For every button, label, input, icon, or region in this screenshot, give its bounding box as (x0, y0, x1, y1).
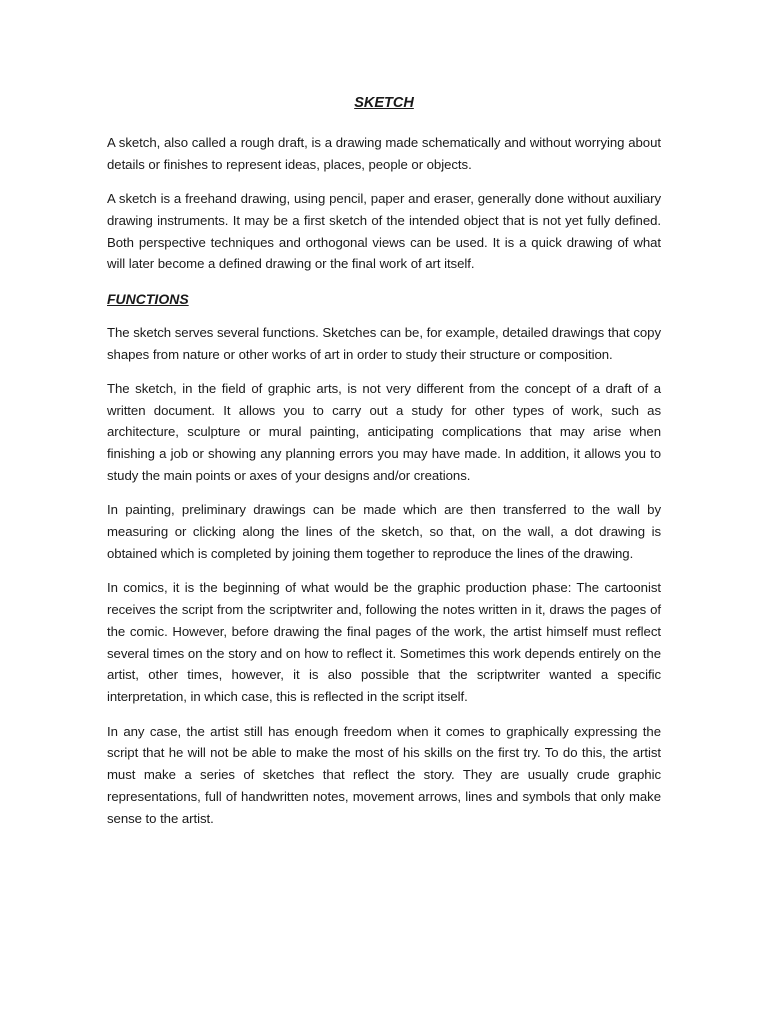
functions-paragraph-3: In painting, preliminary drawings can be made which are then transferred to the wall by measuring or clicking along the lines of the sketch, so that, on the wall, a dot drawing is obtained which is completed by joining them together to reproduce the lines of the drawing. (107, 502, 661, 561)
intro-paragraph-2: A sketch is a freehand drawing, using pencil, paper and eraser, generally done without auxiliary drawing instruments. It may be a first sketch of the intended object that is not yet fully defined. Both perspective techniques and orthogonal views can be used. It is a quick drawing of what will later become a defined drawing or the final work of art itself. (107, 191, 661, 272)
functions-paragraph-2: The sketch, in the field of graphic arts, is not very different from the concept of a draft of a written document. It allows you to carry out a study for other types of work, such as architecture, sculpture or mural painting, anticipating complications that may arise when finishing a job or showing any planning errors you may have made. In addition, it allows you to study the main points or axes of your designs and/or creations. (107, 380, 661, 484)
document-title: SKETCH (354, 95, 414, 111)
document-page (107, 92, 661, 842)
functions-paragraph-4: In comics, it is the beginning of what would be the graphic production phase: The cartoonist receives the script from the scriptwriter and, following the notes written in it, draws the pages of the comic. However, before drawing the final pages of the work, the artist himself must reflect several times on the story and on how to reflect it. Sometimes this work depends entirely on the artist, other times, however, it is also possible that the scriptwriter wanted a specific interpretation, in which case, this is reflected in the script itself. (107, 580, 661, 705)
functions-paragraph-5: In any case, the artist still has enough freedom when it comes to graphically expressing the script that he will not be able to make the most of his skills on the first try. To do this, the artist must make a series of sketches that reflect the story. They are usually crude graphic representations, full of handwritten notes, movement arrows, lines and symbols that only make sense to the artist. (107, 723, 661, 826)
intro-paragraph-1: A sketch, also called a rough draft, is a drawing made schematically and without worrying about details or finishes to represent ideas, places, people or objects. (107, 135, 661, 172)
section-heading-functions: FUNCTIONS (107, 290, 189, 307)
functions-paragraph-1: The sketch serves several functions. Sketches can be, for example, detailed drawings that copy shapes from nature or other works of art in order to study their structure or composition. (107, 324, 661, 362)
